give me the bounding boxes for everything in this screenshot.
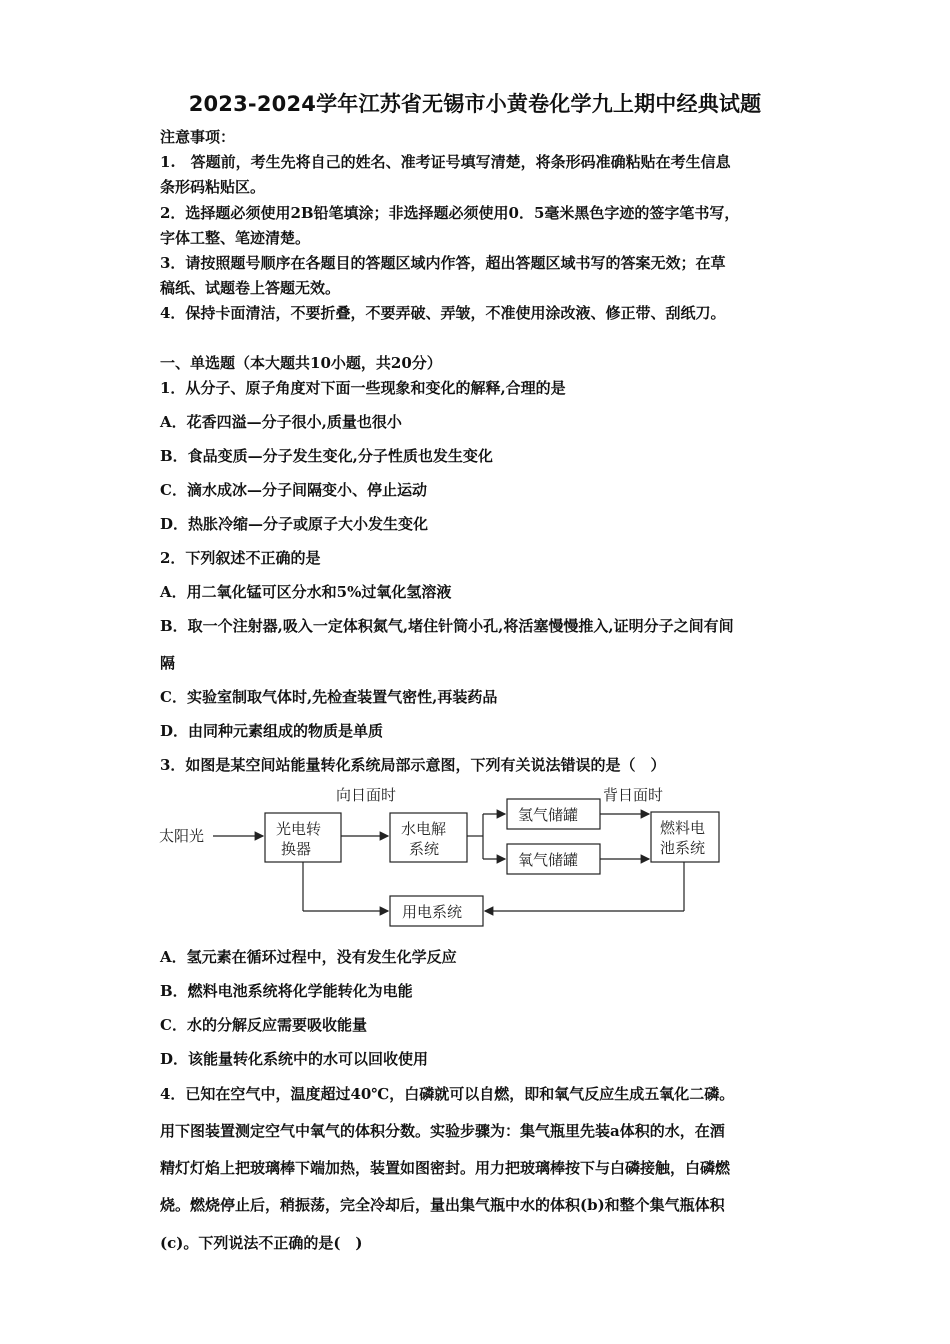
- converter-label-1: 光电转: [276, 820, 322, 838]
- q3-option-c: C．水的分解反应需要吸收能量: [160, 1016, 367, 1034]
- q4-line-4: 烧。燃烧停止后，稍振荡，完全冷却后，量出集气瓶中水的体积(b)和整个集气瓶体积: [160, 1196, 725, 1214]
- note-3-line-2: 稿纸、试题卷上答题无效。: [160, 279, 341, 297]
- electrolysis-label-2: 系统: [409, 840, 440, 858]
- note-2-line-2: 字体工整、笔迹清楚。: [160, 229, 311, 247]
- q4-line-3: 精灯灯焰上把玻璃棒下端加热，装置如图密封。用力把玻璃棒按下与白磷接触，白磷燃: [160, 1159, 731, 1177]
- fuel-cell-label-2: 池系统: [660, 839, 706, 857]
- q1-option-a: A．花香四溢—分子很小,质量也很小: [160, 413, 402, 431]
- q1-option-c: C．滴水成冰—分子间隔变小、停止运动: [160, 481, 427, 499]
- q3-option-a: A．氢元素在循环过程中，没有发生化学反应: [160, 948, 457, 966]
- day-side-label: 向日面时: [336, 786, 397, 804]
- converter-label-2: 换器: [281, 840, 312, 858]
- q2-option-d: D．由同种元素组成的物质是单质: [160, 722, 384, 740]
- notes-heading: 注意事项：: [160, 128, 236, 146]
- note-3-line-1: 3．请按照题号顺序在各题目的答题区域内作答，超出答题区域书写的答案无效；在草: [160, 254, 726, 272]
- q4-line-1: 4．已知在空气中，温度超过40℃，白磷就可以自燃，即和氧气反应生成五氧化二磷。: [160, 1085, 735, 1103]
- q1-option-d: D．热胀冷缩—分子或原子大小发生变化: [160, 515, 429, 533]
- night-side-label: 背日面时: [603, 786, 664, 804]
- q2-stem: 2．下列叙述不正确的是: [160, 549, 321, 567]
- q4-line-5: (c)。下列说法不正确的是( ): [160, 1234, 363, 1252]
- note-1-line-1: 1. 答题前，考生先将自己的姓名、准考证号填写清楚，将条形码准确粘贴在考生信息: [160, 153, 731, 171]
- note-1-line-2: 条形码粘贴区。: [160, 178, 266, 196]
- q3-option-b: B．燃料电池系统将化学能转化为电能: [160, 982, 413, 1000]
- q2-option-b-line-2: 隔: [160, 654, 176, 672]
- q2-option-b-line-1: B．取一个注射器,吸入一定体积氮气,堵住针筒小孔,将活塞慢慢推入,证明分子之间有间: [160, 617, 734, 635]
- oxygen-tank-label: 氧气储罐: [518, 851, 579, 869]
- q4-line-2: 用下图装置测定空气中氧气的体积分数。实验步骤为：集气瓶里先装a体积的水，在酒: [160, 1122, 725, 1140]
- q2-option-a: A．用二氧化锰可区分水和5%过氧化氢溶液: [160, 583, 452, 601]
- q1-option-b: B．食品变质—分子发生变化,分子性质也发生变化: [160, 447, 493, 465]
- electrolysis-label-1: 水电解: [401, 820, 447, 838]
- q3-stem: 3．如图是某空间站能量转化系统局部示意图，下列有关说法错误的是（ ）: [160, 756, 666, 774]
- q2-option-c: C．实验室制取气体时,先检查装置气密性,再装药品: [160, 688, 498, 706]
- fuel-cell-label-1: 燃料电: [660, 819, 706, 837]
- sunlight-label: 太阳光: [159, 827, 205, 845]
- q3-option-d: D．该能量转化系统中的水可以回收使用: [160, 1050, 429, 1068]
- hydrogen-tank-label: 氢气储罐: [518, 806, 579, 824]
- section-heading: 一、单选题（本大题共10小题，共20分）: [160, 354, 442, 372]
- page-title: 2023-2024学年江苏省无锡市小黄卷化学九上期中经典试题: [188, 92, 762, 116]
- note-4: 4．保持卡面清洁，不要折叠，不要弄破、弄皱，不准使用涂改液、修正带、刮纸刀。: [160, 304, 726, 322]
- q1-stem: 1．从分子、原子角度对下面一些现象和变化的解释,合理的是: [160, 379, 566, 397]
- note-2-line-1: 2．选择题必须使用2B铅笔填涂；非选择题必须使用0．5毫米黑色字迹的签字笔书写，: [160, 204, 740, 222]
- energy-conversion-diagram: [155, 780, 735, 930]
- power-system-label: 用电系统: [402, 903, 463, 921]
